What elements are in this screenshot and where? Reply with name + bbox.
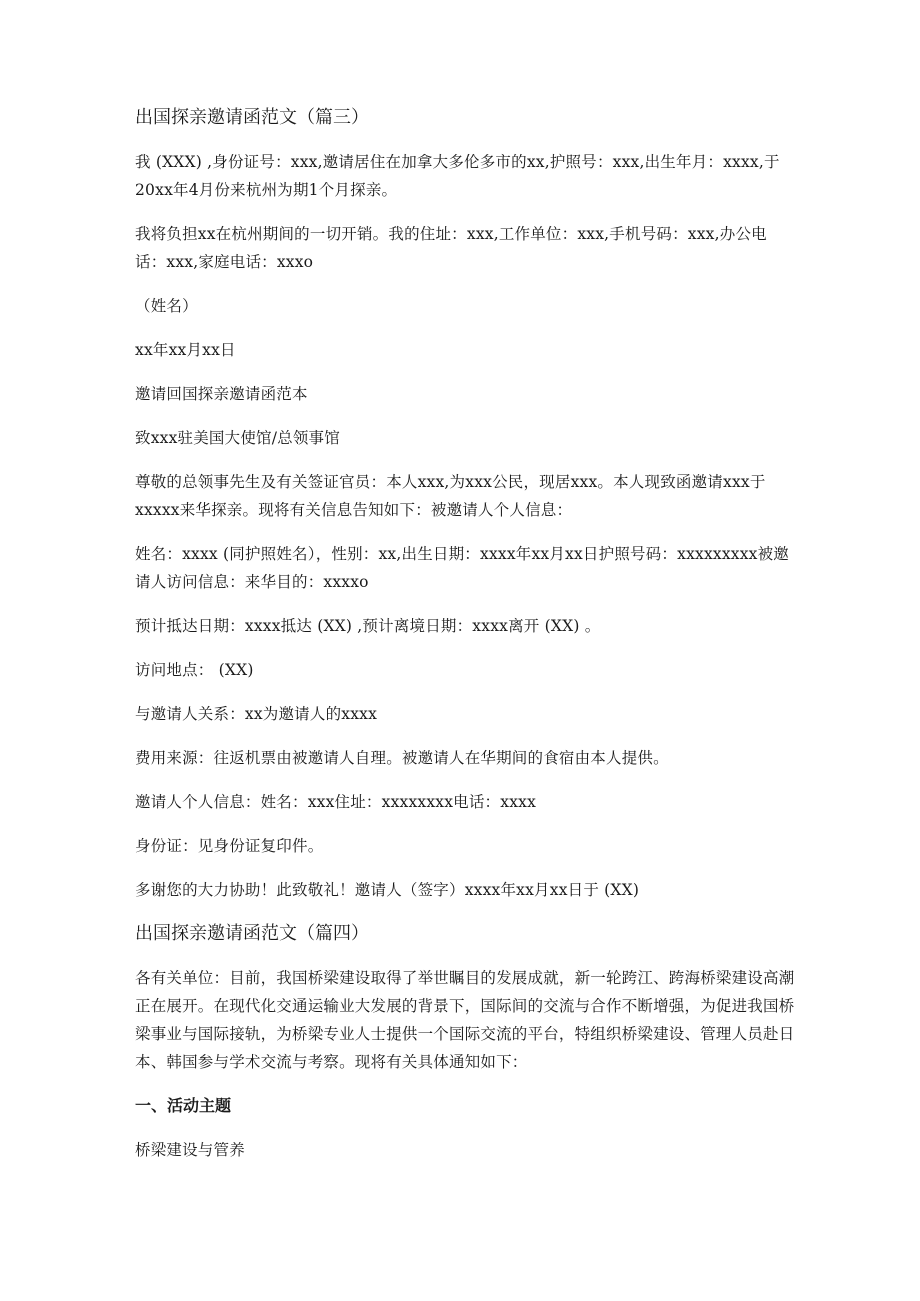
paragraph-theme: 桥梁建设与管养 — [135, 1141, 245, 1159]
paragraph-id-card: 身份证：见身份证复印件。 — [135, 837, 324, 855]
paragraph-visit-location: 访问地点： (XX) — [135, 661, 254, 679]
paragraph-travel-dates: 预计抵达日期：xxxx抵达 (XX) ,预计离境日期：xxxx离开 (XX) 。 — [135, 617, 601, 635]
paragraph-name-signature: （姓名） — [135, 297, 198, 315]
document-page — [135, 104, 795, 1180]
paragraph-salutation: 尊敬的总领事先生及有关签证官员：本人xxx,为xxx公民，现居xxx。本人现致函邀请xxx于xxxxx来华探亲。现将有关信息告知如下：被邀请人个人信息： — [135, 473, 766, 519]
heading-part-three: 出国探亲邀请函范文（篇三） — [135, 107, 369, 128]
paragraph-invitee-info: 姓名：xxxx (同护照姓名），性别：xx,出生日期：xxxx年xx月xx日护照号码：xxxxxxxxx被邀请人访问信息：来华目的：xxxxo — [135, 545, 790, 591]
section-heading-theme: 一、活动主题 — [135, 1096, 232, 1115]
paragraph-addressee: 致xxx驻美国大使馆/总领事馆 — [135, 429, 340, 447]
paragraph-relationship: 与邀请人关系：xx为邀请人的xxxx — [135, 705, 378, 723]
paragraph-inviter-identity: 我 (XXX) ,身份证号：xxx,邀请居住在加拿大多伦多市的xx,护照号：xxx,出生年月：xxxx,于20xx年4月份来杭州为期1个月探亲。 — [135, 153, 780, 199]
heading-part-four: 出国探亲邀请函范文（篇四） — [135, 923, 369, 944]
paragraph-closing: 多谢您的大力协助！此致敬礼！邀请人（签字）xxxx年xx月xx日于 (XX) — [135, 881, 640, 899]
paragraph-expenses: 我将负担xx在杭州期间的一切开销。我的住址：xxx,工作单位：xxx,手机号码：xxx,办公电话：xxx,家庭电话：xxxo — [135, 225, 767, 271]
paragraph-cost-source: 费用来源：往返机票由被邀请人自理。被邀请人在华期间的食宿由本人提供。 — [135, 749, 669, 767]
paragraph-date: xx年xx月xx日 — [135, 341, 236, 359]
paragraph-notice-intro: 各有关单位：目前，我国桥梁建设取得了举世瞩目的发展成就，新一轮跨江、跨海桥梁建设高潮正在展开。在现代化交通运输业大发展的背景下，国际间的交流与合作不断增强，为促进我国桥梁事业与国际接轨，为桥梁专业人士提供一个国际交流的平台，特组织桥梁建设、管理人员赴日本、韩国参与学术交流与考察。现将有关具体通知如下： — [135, 969, 795, 1071]
paragraph-inviter-info: 邀请人个人信息：姓名：xxx住址：xxxxxxxx电话：xxxx — [135, 793, 537, 811]
paragraph-template-title: 邀请回国探亲邀请函范本 — [135, 385, 308, 403]
